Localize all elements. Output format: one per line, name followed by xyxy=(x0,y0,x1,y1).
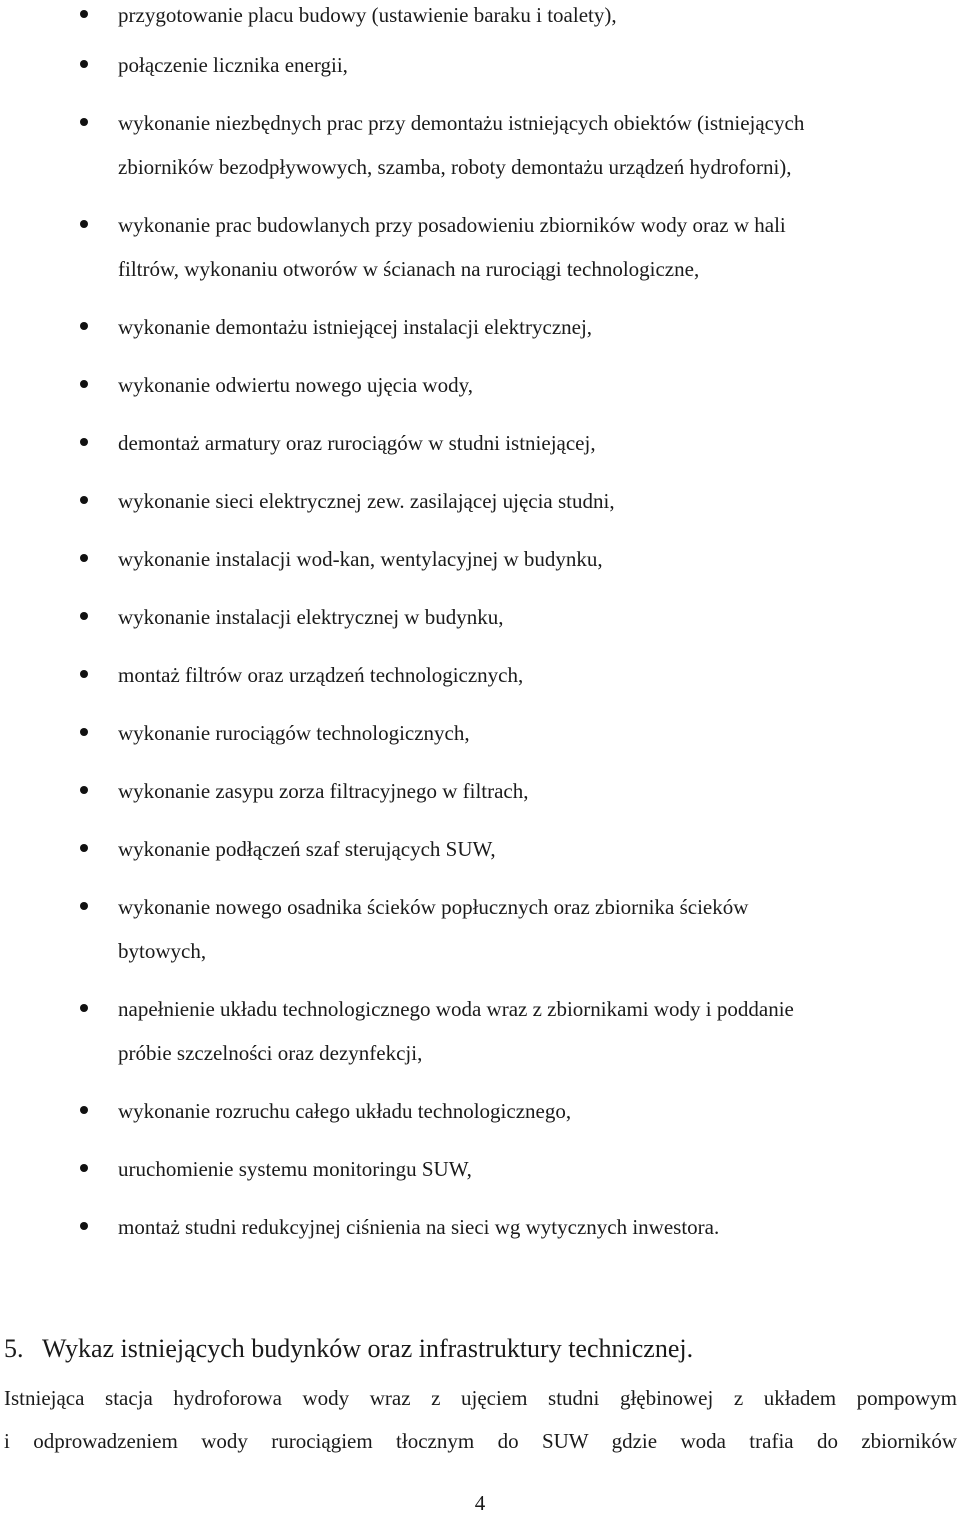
page-number: 4 xyxy=(474,1491,486,1515)
bullet-icon xyxy=(80,670,88,678)
list-item-text xyxy=(118,305,953,349)
list-item-text xyxy=(118,421,953,465)
list-item-line: połączenie licznika energii, xyxy=(118,53,348,77)
list-item-text xyxy=(118,203,953,291)
list-item-text xyxy=(118,769,953,813)
list-item-text xyxy=(118,479,953,523)
section-number: 5. xyxy=(4,1334,24,1363)
list-item-line: wykonanie rurociągów technologicznych, xyxy=(118,721,470,745)
list-item-line: bytowych, xyxy=(118,939,207,963)
list-item-text xyxy=(118,1147,953,1191)
bullet-icon xyxy=(80,10,88,18)
bullet-icon xyxy=(80,380,88,388)
list-item-text xyxy=(118,711,953,755)
bullet-icon xyxy=(80,554,88,562)
bullet-icon xyxy=(80,844,88,852)
list-item-text xyxy=(118,43,953,87)
list-item-line: filtrów, wykonaniu otworów w ścianach na rurociągi technologiczne, xyxy=(118,257,700,281)
list-item-text xyxy=(118,363,953,407)
list-item-line: uruchomienie systemu monitoringu SUW, xyxy=(118,1157,472,1181)
section-heading xyxy=(4,1329,693,1369)
list-item-line: wykonanie nowego osadnika ścieków popłucznych oraz zbiornika ścieków xyxy=(118,895,749,919)
list-item-line: zbiorników bezodpływowych, szamba, roboty demontażu urządzeń hydroforni), xyxy=(118,155,792,179)
bullet-icon xyxy=(80,1004,88,1012)
list-item-line: wykonanie rozruchu całego układu technologicznego, xyxy=(118,1099,572,1123)
bullet-icon xyxy=(80,496,88,504)
list-item-text xyxy=(118,987,953,1075)
bullet-icon xyxy=(80,438,88,446)
paragraph-line: Istniejąca stacja hydroforowa wody wraz z ujęciem studni głębinowej z układem pompowym xyxy=(4,1386,957,1410)
list-item-line: wykonanie sieci elektrycznej zew. zasilającej ujęcia studni, xyxy=(118,489,615,513)
list-item-line: wykonanie podłączeń szaf sterujących SUW, xyxy=(118,837,496,861)
list-item-text xyxy=(118,101,953,189)
bullet-icon xyxy=(80,220,88,228)
list-item-line: próbie szczelności oraz dezynfekcji, xyxy=(118,1041,423,1065)
list-item-line: wykonanie prac budowlanych przy posadowieniu zbiorników wody oraz w hali xyxy=(118,213,786,237)
bullet-icon xyxy=(80,728,88,736)
list-item-text xyxy=(118,537,953,581)
list-item-line: wykonanie niezbędnych prac przy demontażu istniejących obiektów (istniejących xyxy=(118,111,805,135)
list-item-line: napełnienie układu technologicznego woda wraz z zbiornikami wody i poddanie xyxy=(118,997,794,1021)
list-item-text xyxy=(118,1089,953,1133)
list-item-text xyxy=(118,827,953,871)
list-item-line: wykonanie instalacji wod-kan, wentylacyjnej w budynku, xyxy=(118,547,603,571)
section-title: Wykaz istniejących budynków oraz infrastruktury technicznej. xyxy=(42,1334,694,1363)
list-item-text xyxy=(118,653,953,697)
bullet-icon xyxy=(80,612,88,620)
list-item-line: wykonanie odwiertu nowego ujęcia wody, xyxy=(118,373,473,397)
bullet-icon xyxy=(80,1164,88,1172)
list-item-line: wykonanie instalacji elektrycznej w budynku, xyxy=(118,605,504,629)
list-item-line: montaż studni redukcyjnej ciśnienia na sieci wg wytycznych inwestora. xyxy=(118,1215,720,1239)
list-item-line: wykonanie zasypu zorza filtracyjnego w filtrach, xyxy=(118,779,529,803)
list-item-text xyxy=(118,595,953,639)
bullet-icon xyxy=(80,1106,88,1114)
list-item-line: wykonanie demontażu istniejącej instalacji elektrycznej, xyxy=(118,315,593,339)
bullet-icon xyxy=(80,902,88,910)
bullet-icon xyxy=(80,1222,88,1230)
list-item-text xyxy=(118,1205,953,1249)
list-item-line: demontaż armatury oraz rurociągów w studni istniejącej, xyxy=(118,431,596,455)
list-item-text xyxy=(118,0,953,37)
bullet-icon xyxy=(80,322,88,330)
list-item-line: montaż filtrów oraz urządzeń technologicznych, xyxy=(118,663,524,687)
bullet-icon xyxy=(80,786,88,794)
paragraph-line: i odprowadzeniem wody rurociągiem tłocznym do SUW gdzie woda trafia do zbiorników xyxy=(4,1429,957,1453)
bullet-icon xyxy=(80,60,88,68)
bullet-icon xyxy=(80,118,88,126)
list-item-line: przygotowanie placu budowy (ustawienie baraku i toalety), xyxy=(118,3,617,27)
list-item-text xyxy=(118,885,953,973)
